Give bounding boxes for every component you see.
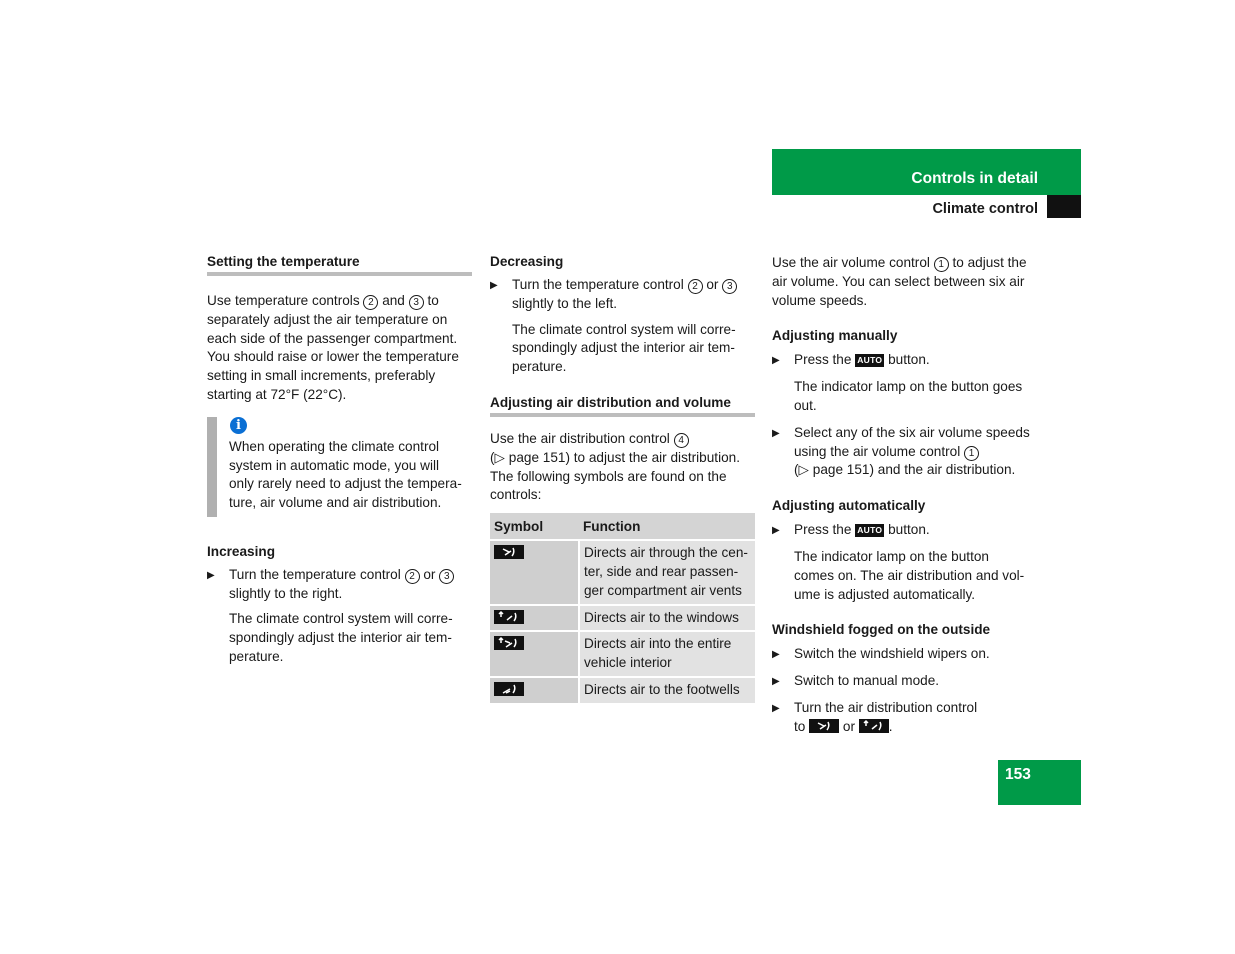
auto-button-icon: AUTO — [857, 355, 883, 366]
subsection-title: Climate control — [932, 201, 1038, 217]
heading-increasing: Increasing — [207, 543, 275, 559]
callout-1: 1 — [934, 257, 949, 272]
subsection-marker — [1047, 195, 1081, 218]
temperature-intro — [207, 292, 472, 405]
auto-button-icon: AUTO — [857, 525, 883, 536]
function-cell — [579, 677, 755, 704]
bullet-icon: ▶ — [772, 676, 780, 688]
column-2 — [490, 254, 755, 705]
info-text — [229, 438, 462, 513]
result-decrease — [490, 321, 755, 377]
result-line: perature. — [512, 359, 567, 375]
step-text: Switch to manual mode. — [794, 673, 940, 689]
symbol-cell — [490, 605, 579, 632]
intro-line: controls: — [490, 487, 542, 503]
vent-center-side-rear-icon — [494, 545, 524, 559]
symbol-table — [490, 513, 755, 705]
step-text: to — [794, 718, 806, 734]
intro-line: setting in small increments, preferably — [207, 368, 436, 384]
air-volume-intro — [772, 254, 1052, 310]
step-increase — [207, 566, 472, 604]
intro-text: Use the air volume control — [772, 255, 930, 270]
step-text: Turn the temperature control — [512, 277, 684, 292]
intro-text: to — [427, 293, 439, 308]
callout-3: 3 — [409, 295, 424, 310]
result-automatic — [772, 548, 1052, 604]
step-press-auto-manual — [772, 351, 1052, 370]
table-row — [490, 631, 755, 677]
heading-windshield-fogged: Windshield fogged on the outside — [772, 622, 991, 638]
step-text: or — [706, 277, 719, 292]
intro-line: The following symbols are found on the — [490, 468, 727, 484]
intro-line: You should raise or lower the temperature — [207, 349, 459, 365]
step-text: Select any of the six air volume speeds — [794, 424, 1030, 440]
heading-decreasing: Decreasing — [490, 254, 564, 269]
intro-text: and — [382, 293, 405, 308]
step-press-auto-automatic — [772, 521, 1052, 540]
intro-line: separately adjust the air temperature on — [207, 311, 448, 327]
step-text: button. — [888, 522, 930, 538]
windshield-air-icon — [494, 610, 524, 624]
callout-4: 4 — [674, 433, 689, 448]
step-text: Switch the windshield wipers on. — [794, 646, 990, 662]
footwell-air-icon — [494, 682, 524, 696]
bullet-icon: ▶ — [772, 525, 780, 537]
function-line: Directs air through the cen- — [584, 545, 748, 561]
result-line: The climate control system will corre- — [229, 611, 453, 627]
result-increase — [207, 610, 472, 666]
step-wipers-on — [772, 645, 1052, 664]
column-1 — [207, 254, 472, 667]
function-line: Directs air into the entire — [584, 636, 732, 652]
intro-text: to adjust the — [952, 255, 1027, 270]
callout-3: 3 — [722, 279, 737, 294]
result-line: The indicator lamp on the button goes — [794, 379, 1023, 395]
symbol-cell — [490, 677, 579, 704]
column-3 — [772, 254, 1052, 737]
bullet-icon: ▶ — [772, 702, 780, 714]
step-text: or — [423, 566, 436, 582]
intro-line: volume speeds. — [772, 292, 868, 308]
page-reference: (▷ page 151) and the air distribution. — [794, 462, 1016, 478]
result-manual — [772, 378, 1052, 416]
function-line: Directs air to the windows — [584, 609, 739, 625]
step-decrease — [490, 276, 755, 314]
result-line: The indicator lamp on the button — [794, 548, 989, 564]
step-select-speed — [772, 424, 1052, 480]
air-distribution-intro — [490, 430, 755, 505]
table-row — [490, 540, 755, 604]
result-line: out. — [794, 397, 817, 413]
function-cell — [579, 605, 755, 632]
column-header-symbol: Symbol — [490, 513, 579, 540]
result-line: perature. — [229, 648, 284, 664]
table-header-row — [490, 513, 755, 540]
intro-text: Use the air distribution control — [490, 430, 670, 446]
bullet-icon: ▶ — [772, 649, 780, 661]
symbol-cell — [490, 540, 579, 604]
heading-air-distribution: Adjusting air distribution and volume — [490, 395, 755, 417]
table-row — [490, 605, 755, 632]
heading-adjusting-manually: Adjusting manually — [772, 328, 898, 344]
info-icon: i — [230, 417, 247, 434]
windshield-footwell-vent-icon — [494, 636, 524, 650]
bullet-icon: ▶ — [772, 355, 780, 367]
symbol-cell — [490, 631, 579, 677]
intro-text: Use temperature controls — [207, 293, 360, 308]
page-reference: (▷ page 151) to adjust the air distribution. — [490, 449, 740, 465]
callout-1: 1 — [964, 446, 979, 461]
heading-setting-temperature: Setting the temperature — [207, 254, 472, 276]
intro-line: starting at 72°F (22°C). — [207, 386, 347, 402]
info-line: When operating the climate control — [229, 438, 440, 454]
page-number-tab — [998, 760, 1081, 805]
step-text: Press the — [794, 352, 852, 368]
callout-2: 2 — [405, 569, 420, 584]
step-text: using the air volume control — [794, 443, 961, 459]
result-line: The climate control system will corre- — [512, 321, 736, 337]
function-cell — [579, 631, 755, 677]
result-line: spondingly adjust the interior air tem- — [229, 630, 452, 646]
function-line: ger compartment air vents — [584, 582, 742, 598]
result-line: comes on. The air distribution and vol- — [794, 567, 1025, 583]
result-line: ume is adjusted automatically. — [794, 586, 976, 602]
page-number: 153 — [1005, 766, 1031, 783]
callout-2: 2 — [688, 279, 703, 294]
step-text: Turn the air distribution control — [794, 699, 978, 715]
info-line: system in automatic mode, you will — [229, 457, 440, 473]
vent-center-side-rear-icon — [809, 719, 839, 733]
bullet-icon: ▶ — [490, 280, 498, 291]
bullet-icon: ▶ — [772, 427, 780, 439]
step-text: button. — [888, 352, 930, 368]
table-row — [490, 677, 755, 704]
function-line: vehicle interior — [584, 655, 672, 671]
step-text: slightly to the right. — [229, 585, 343, 601]
function-line: ter, side and rear passen- — [584, 563, 739, 579]
step-text: Turn the temperature control — [229, 566, 401, 582]
intro-line: air volume. You can select between six air — [772, 273, 1025, 289]
step-turn-distribution — [772, 699, 1052, 737]
section-title: Controls in detail — [911, 170, 1038, 187]
intro-line: each side of the passenger compartment. — [207, 330, 458, 346]
result-line: spondingly adjust the interior air tem- — [512, 340, 735, 356]
bullet-icon: ▶ — [207, 569, 215, 581]
info-note — [207, 417, 472, 519]
callout-3: 3 — [439, 569, 454, 584]
info-bar — [207, 417, 217, 517]
step-text: . — [888, 718, 893, 734]
info-line: ture, air volume and air distribution. — [229, 495, 442, 511]
step-manual-mode — [772, 672, 1052, 691]
function-line: Directs air to the footwells — [584, 681, 740, 697]
heading-adjusting-automatically: Adjusting automatically — [772, 498, 926, 514]
step-text: or — [842, 718, 855, 734]
step-text: slightly to the left. — [512, 295, 618, 311]
header-tab — [772, 149, 1081, 195]
callout-2: 2 — [363, 295, 378, 310]
step-text: Press the — [794, 522, 852, 538]
function-cell — [579, 540, 755, 604]
column-header-function: Function — [579, 513, 755, 540]
info-line: only rarely need to adjust the tempera- — [229, 476, 462, 492]
windshield-air-icon — [859, 719, 889, 733]
